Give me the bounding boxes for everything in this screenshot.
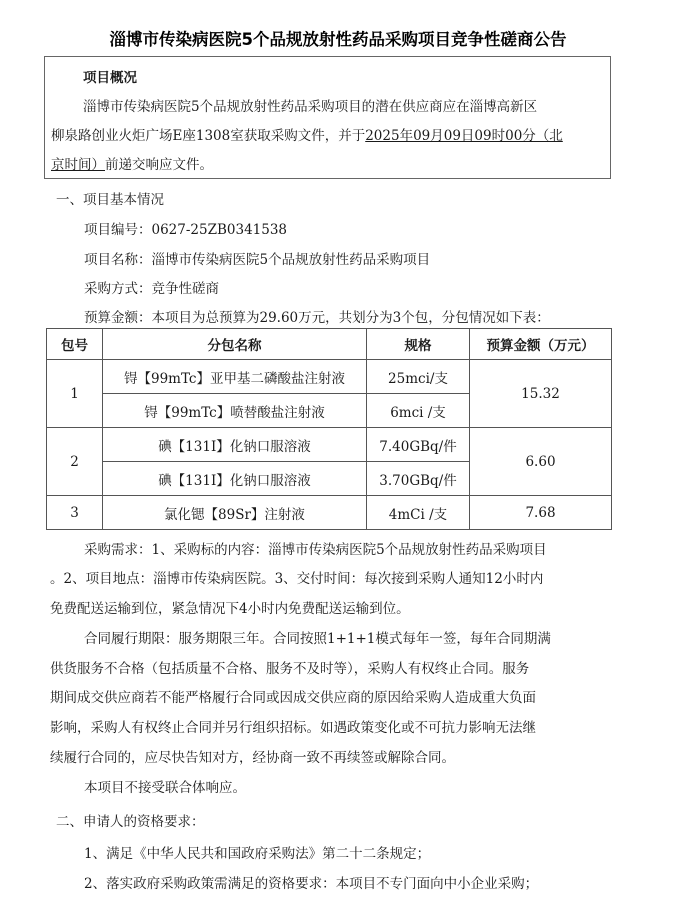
page-title: 淄博市传染病医院5个品规放射性药品采购项目竞争性磋商公告 [109, 30, 567, 49]
package-name-cell: 锝【99mTc】喷替酸盐注射液 [103, 394, 367, 428]
package-number-cell: 1 [47, 360, 103, 428]
package-name-cell: 碘【131I】化钠口服溶液 [103, 428, 367, 462]
contract-text: 供货服务不合格（包括质量不合格、服务不及时等），采购人有权终止合同。服务 [50, 661, 530, 677]
package-name-cell: 碘【131I】化钠口服溶液 [103, 462, 367, 496]
budget-cell: 7.68 [470, 496, 612, 530]
section-heading: 二、申请人的资格要求： [56, 814, 205, 830]
contract-text: 影响，采购人有权终止合同并另行组织招标。如遇政策变化或不可抗力影响无法继 [50, 720, 536, 736]
package-name-cell: 锝【99mTc】亚甲基二磷酸盐注射液 [103, 360, 367, 394]
budget-cell: 15.32 [470, 360, 612, 428]
package-number-cell: 2 [47, 428, 103, 496]
overview-heading: 项目概况 [83, 70, 137, 86]
spec-cell: 6mci /支 [367, 394, 470, 428]
spec-cell: 4mCi /支 [367, 496, 470, 530]
table-header-cell: 预算金额（万元） [470, 329, 612, 360]
overview-text: 柳泉路创业火炬广场E座1308室获取采购文件，并于 [51, 128, 366, 144]
contract-text: 期间成交供应商若不能严格履行合同或因成交供应商的原因给采购人造成重大负面 [50, 690, 536, 706]
deadline-text: 2025年09月09日09时00分（北 [365, 128, 563, 144]
project-number: 项目编号：0627-25ZB0341538 [84, 222, 288, 238]
needs-text: 免费配送运输到位，紧急情况下4小时内免费配送运输到位。 [50, 601, 410, 617]
deadline-text: 京时间） [51, 157, 105, 173]
overview-line: 淄博市传染病医院5个品规放射性药品采购项目的潜在供应商应在淄博高新区 [83, 99, 538, 115]
table-row [47, 496, 612, 530]
spec-cell: 3.70GBq/件 [367, 462, 470, 496]
table-header-cell: 包号 [47, 329, 103, 360]
budget-cell: 6.60 [470, 428, 612, 496]
needs-text: 采购需求：1、采购标的内容：淄博市传染病医院5个品规放射性药品采购项目 [84, 542, 547, 558]
needs-text: 。2、项目地点：淄博市传染病医院。3、交付时间：每次接到采购人通知12小时内 [50, 571, 544, 587]
spec-cell: 7.40GBq/件 [367, 428, 470, 462]
consortium-text: 本项目不接受联合体响应。 [84, 780, 246, 796]
spec-cell: 25mci/支 [367, 360, 470, 394]
package-table [46, 328, 612, 530]
qualification-item: 2、落实政府采购政策需满足的资格要求：本项目不专门面向中小企业采购； [84, 876, 539, 892]
project-name: 项目名称：淄博市传染病医院5个品规放射性药品采购项目 [84, 252, 431, 268]
contract-text: 续履行合同的，应尽快告知对方，经协商一致不再续签或解除合同。 [50, 750, 455, 766]
budget-text: 预算金额：本项目为总预算为29.60万元，共划分为3个包，分包情况如下表： [84, 310, 550, 326]
package-name-cell: 氯化锶【89Sr】注射液 [103, 496, 367, 530]
section-heading: 一、项目基本情况 [56, 192, 164, 208]
overview-line [51, 124, 563, 144]
table-row [47, 428, 612, 462]
overview-line [51, 153, 213, 173]
table-header-cell: 规格 [367, 329, 470, 360]
procurement-method: 采购方式：竞争性磋商 [84, 281, 219, 297]
overview-text: 前递交响应文件。 [105, 157, 213, 173]
qualification-item: 1、满足《中华人民共和国政府采购法》第二十二条规定； [84, 846, 431, 862]
contract-text: 合同履行期限：服务期限三年。合同按照1+1+1模式每年一签，每年合同期满 [84, 631, 551, 647]
table-row [47, 360, 612, 394]
overview-box [44, 56, 611, 179]
table-header-cell: 分包名称 [103, 329, 367, 360]
package-number-cell: 3 [47, 496, 103, 530]
table-header-row [47, 329, 612, 360]
